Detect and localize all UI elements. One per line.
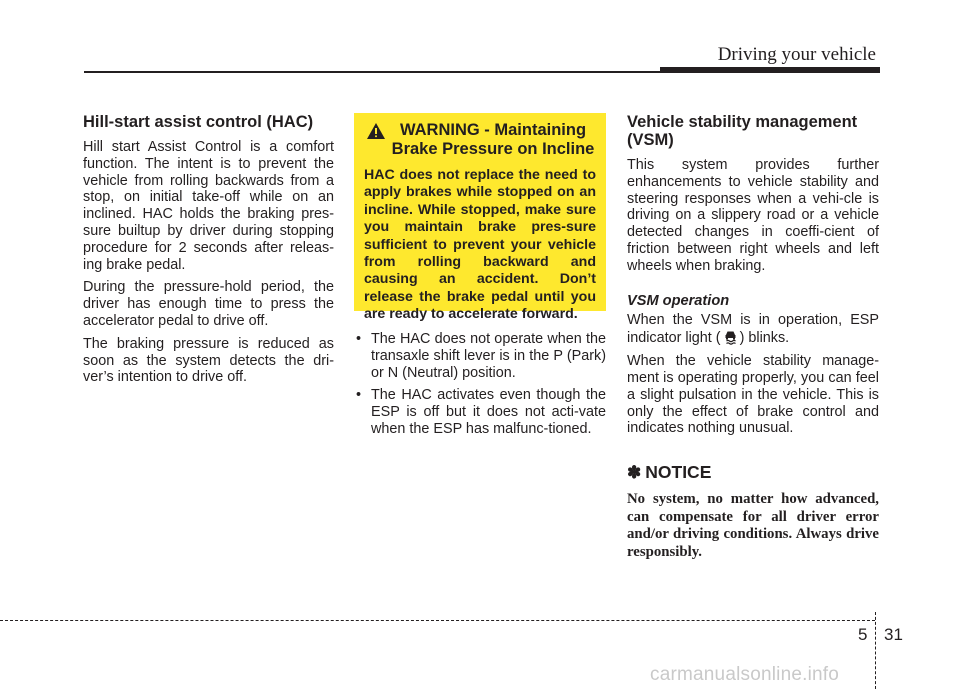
warning-title xyxy=(392,121,595,159)
vsm-operation-text-end: ) blinks. xyxy=(739,330,790,347)
warning-title-line-2: Brake Pressure on Incline xyxy=(391,140,595,158)
list-item xyxy=(354,387,606,437)
hac-paragraph-1: Hill start Assist Control is a comfort function. The intent is to prevent the vehicle from rolling backwards from a stop, on initial take-off while on an inclined. HAC holds the braking pres-sure builtup by driver during stopping procedure for 2 seconds after releas-ing brake pedal. xyxy=(83,139,334,273)
watermark-text: carmanualsonline.info xyxy=(650,664,840,685)
bullet-marker: • xyxy=(356,387,362,404)
warning-body: HAC does not replace the need to apply brakes while stopped on an incline. While stopped, make sure you maintain brake pres-sure sufficient to prevent your vehicle from rolling backward and causing an accident. Don’t release the brake pedal until you are ready to accelerate forward. xyxy=(364,167,596,323)
footer-rule xyxy=(0,620,875,621)
section-title: Driving your vehicle xyxy=(717,44,876,65)
notice-star-icon: ✽ xyxy=(627,462,642,482)
vsm-operation-heading: VSM operation xyxy=(627,292,730,309)
notice-label: NOTICE xyxy=(645,462,712,483)
page-number: 31 xyxy=(884,625,903,644)
hac-notes-list xyxy=(354,331,606,438)
column-vsm xyxy=(627,113,879,562)
hac-paragraph-3: The braking pressure is reduced as soon as the system detects the dri-ver’s intention to drive off. xyxy=(83,335,334,386)
warning-title-line-1: WARNING - Maintaining xyxy=(399,121,587,139)
warning-triangle-icon xyxy=(366,122,386,140)
list-item-text: The HAC activates even though the ESP is off but it does not acti-vate when the ESP has malfunc-tioned. xyxy=(371,387,606,437)
list-item-text: The HAC does not operate when the transaxle shift lever is in the P (Park) or N (Neutral) position. xyxy=(371,331,606,381)
vsm-paragraph-2: When the vehicle stability manage-ment is operating properly, you can feel a slight pulsation in the vehicle. This is only the effect of brake control and indicates nothing unusual. xyxy=(627,353,879,437)
vsm-heading: Vehicle stability management (VSM) xyxy=(627,113,858,149)
column-hac xyxy=(83,113,334,392)
bullet-marker: • xyxy=(356,331,362,347)
vsm-operation-text-start: When the VSM is in operation, ESP indicator light ( xyxy=(627,311,879,347)
vsm-operation-text xyxy=(627,312,879,348)
footer-divider xyxy=(875,612,876,689)
notice-body: No system, no matter how advanced, can compensate for all driver error and/or driving conditions. Always drive responsibly. xyxy=(627,491,879,560)
esp-skid-car-icon xyxy=(722,328,739,345)
warning-box xyxy=(354,113,606,323)
vsm-intro: This system provides further enhancements to vehicle stability and steering responses when a vehi-cle is driving on a slippery road or a vehicle detected changes in coeffi-cient of friction between right wheels and left wheels when braking. xyxy=(627,157,879,274)
hac-paragraph-2: During the pressure-hold period, the driver has enough time to press the accelerator pedal to drive off. xyxy=(83,279,334,329)
chapter-number: 5 xyxy=(858,625,868,644)
warning-header xyxy=(364,121,596,159)
list-item xyxy=(354,331,606,381)
header-rule-accent xyxy=(660,67,880,73)
column-warning xyxy=(354,113,606,444)
hac-heading: Hill-start assist control (HAC) xyxy=(83,113,314,131)
notice-heading xyxy=(627,462,879,483)
